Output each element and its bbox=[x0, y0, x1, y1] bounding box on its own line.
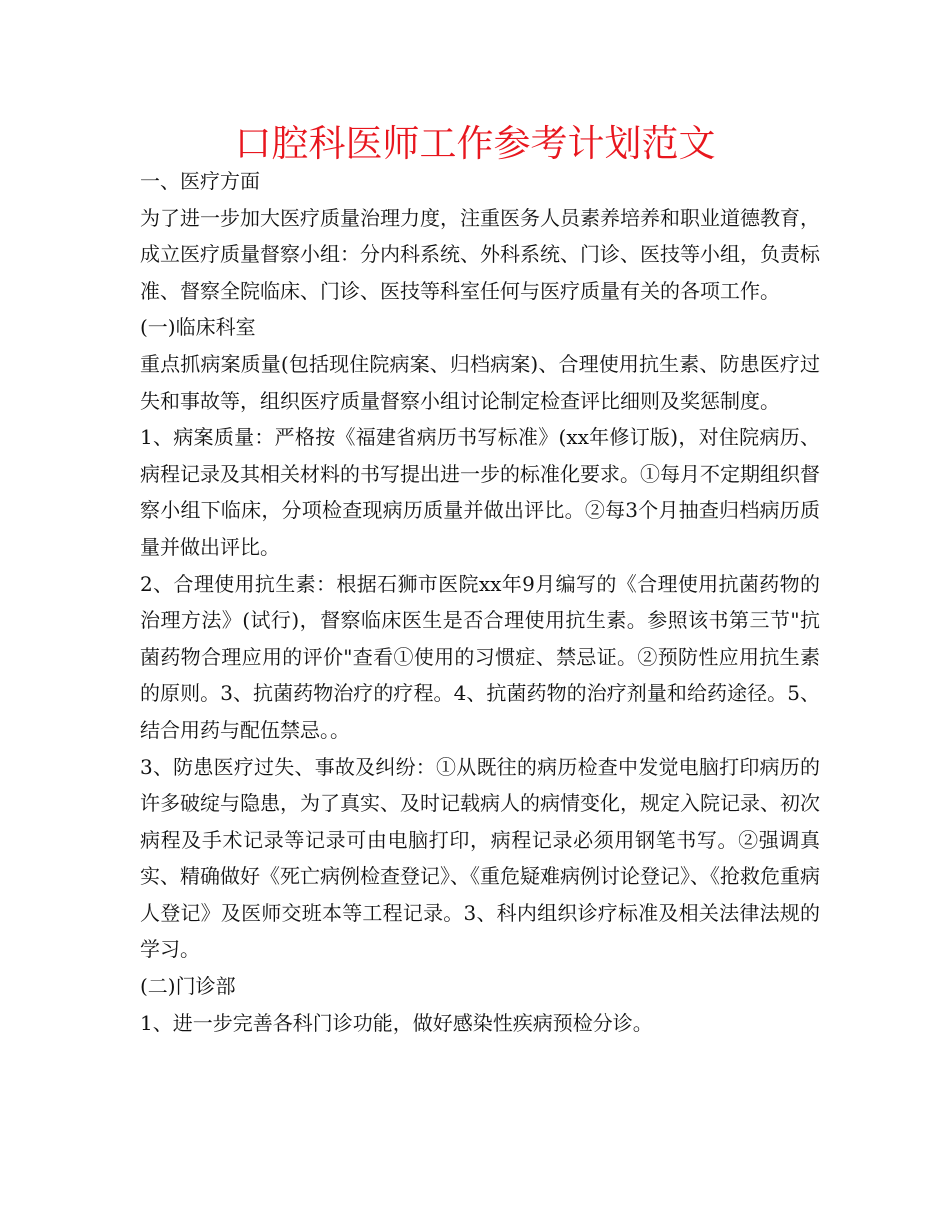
paragraph-case-quality: 1、病案质量：严格按《福建省病历书写标准》(xx年修订版)，对住院病历、病程记录及其相关材料的书写提出进一步的标准化要求。①每月不定期组织督察小组下临床，分项检查现病历质量并做出评比。②每3个月抽查归档病历质量并做出评比。 bbox=[140, 425, 820, 559]
paragraph-outpatient-function: 1、进一步完善各科门诊功能，做好感染性疾病预检分诊。 bbox=[140, 1010, 653, 1035]
paragraph-accident-prevention: 3、防患医疗过失、事故及纠纷：①从既往的病历检查中发觉电脑打印病历的许多破绽与隐患，为了真实、及时记载病人的病情变化，规定入院记录、初次病程及手术记录等记录可由电脑打印，病程记录必须用钢笔书写。②强调真实、精确做好《死亡病例检查登记》、《重危疑难病例讨论登记》、《抢救危重病人登记》及医师交班本等工程记录。3、科内组织诊疗标准及相关法律法规的学习。 bbox=[140, 754, 820, 962]
subsection-heading-outpatient: (二)门诊部 bbox=[140, 974, 236, 999]
paragraph-clinical-focus: 重点抓病案质量(包括现住院病案、归档病案)、合理使用抗生素、防患医疗过失和事故等，组织医疗质量督察小组讨论制定检查评比细则及奖惩制度。 bbox=[140, 351, 820, 413]
subsection-heading-clinical: (一)临床科室 bbox=[140, 315, 256, 340]
paragraph-antibiotics: 2、合理使用抗生素：根据石狮市医院xx年9月编写的《合理使用抗菌药物的治理方法》(试行)，督察临床医生是否合理使用抗生素。参照该书第三节"抗菌药物合理应用的评价"查看①使用的习惯症、禁忌证。②预防性应用抗生素的原则。3、抗菌药物治疗的疗程。4、抗菌药物的治疗剂量和给药途径。5、结合用药与配伍禁忌。。 bbox=[140, 571, 820, 742]
section-heading-medical: 一、医疗方面 bbox=[140, 169, 260, 193]
document-title: 口腔科医师工作参考计划范文 bbox=[234, 122, 716, 165]
paragraph-quality-control: 为了进一步加大医疗质量治理力度，注重医务人员素养培养和职业道德教育，成立医疗质量督察小组：分内科系统、外科系统、门诊、医技等小组，负责标准、督察全院临床、门诊、医技等科室任何与医疗质量有关的各项工作。 bbox=[140, 205, 820, 303]
document-body bbox=[140, 163, 820, 1041]
